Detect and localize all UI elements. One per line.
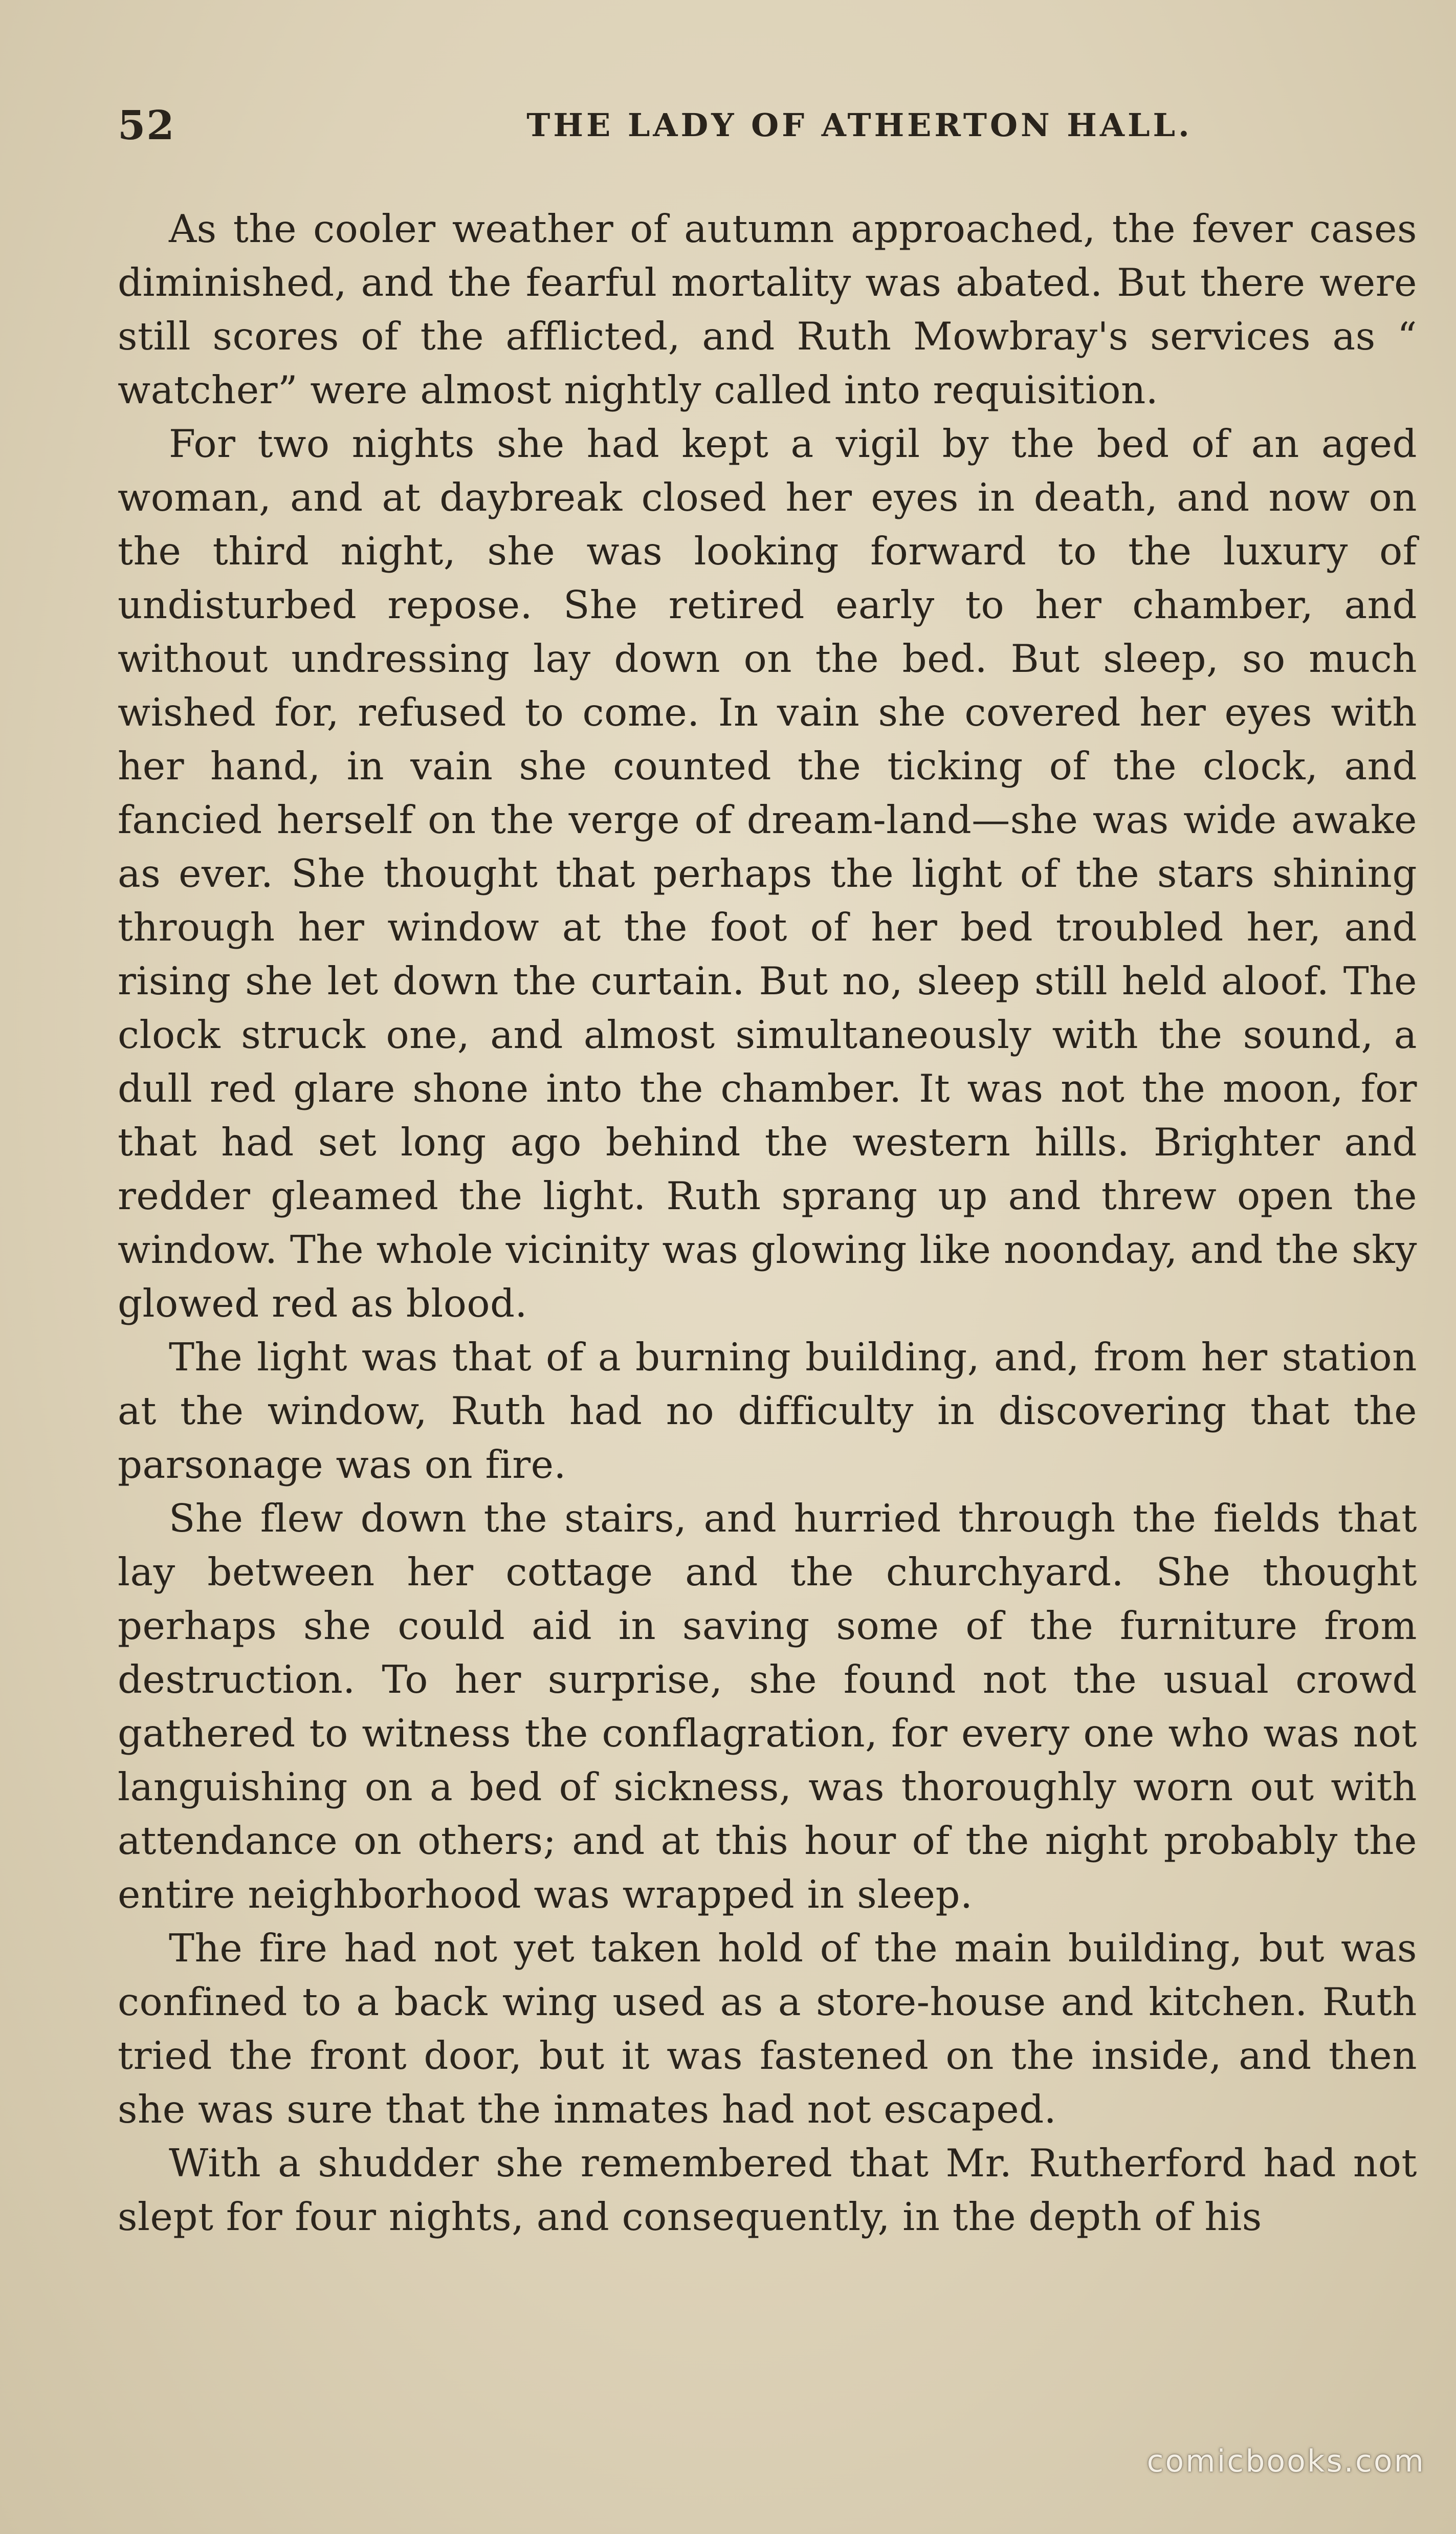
paragraph: As the cooler weather of autumn approached, the fever cases diminished, and the fearful mortality was abated. But there were still scores of the afflicted, and Ruth Mowbray's services as “ watcher” were almost nightly called into requisition.: [118, 206, 1417, 412]
paragraph: The light was that of a burning building, and, from her station at the window, Ruth had no difficulty in discovering that the parsonage was on fire.: [118, 1335, 1417, 1487]
paragraph: With a shudder she remembered that Mr. Rutherford had not slept for four nights, and consequently, in the depth of his: [118, 2140, 1417, 2239]
page-number: 52: [118, 102, 175, 149]
watermark: comicbooks.com: [1146, 2443, 1425, 2479]
paragraph: The fire had not yet taken hold of the main building, but was confined to a back wing used as a store-house and kitchen. Ruth tried the front door, but it was fastened on the inside, and then she was sure that the inmates had not escaped.: [118, 1926, 1417, 2132]
paragraph: She flew down the stairs, and hurried through the fields that lay between her cottage and the churchyard. She thought perhaps she could aid in saving some of the furniture from destruction. To her surprise, she found not the usual crowd gathered to witness the conflagration, for every one who was not languishing on a bed of sickness, was thoroughly worn out with attendance on others; and at this hour of the night probably the entire neighborhood was wrapped in sleep.: [118, 1496, 1417, 1917]
page-header: [118, 102, 1417, 169]
body-text: [118, 202, 1417, 2244]
running-title: THE LADY OF ATHERTON HALL.: [526, 106, 1193, 144]
paragraph: For two nights she had kept a vigil by the bed of an aged woman, and at daybreak closed her eyes in death, and now on the third night, she was looking forward to the luxury of undisturbed repose. She retired early to her chamber, and without undressing lay down on the bed. But sleep, so much wished for, refused to come. In vain she covered her eyes with her hand, in vain she counted the ticking of the clock, and fancied herself on the verge of dream-land—she was wide awake as ever. She thought that perhaps the light of the stars shining through her window at the foot of her bed troubled her, and rising she let down the curtain. But no, sleep still held aloof. The clock struck one, and almost simultaneously with the sound, a dull red glare shone into the chamber. It was not the moon, for that had set long ago behind the western hills. Brighter and redder gleamed the light. Ruth sprang up and threw open the window. The whole vicinity was glowing like noonday, and the sky glowed red as blood.: [118, 421, 1417, 1326]
